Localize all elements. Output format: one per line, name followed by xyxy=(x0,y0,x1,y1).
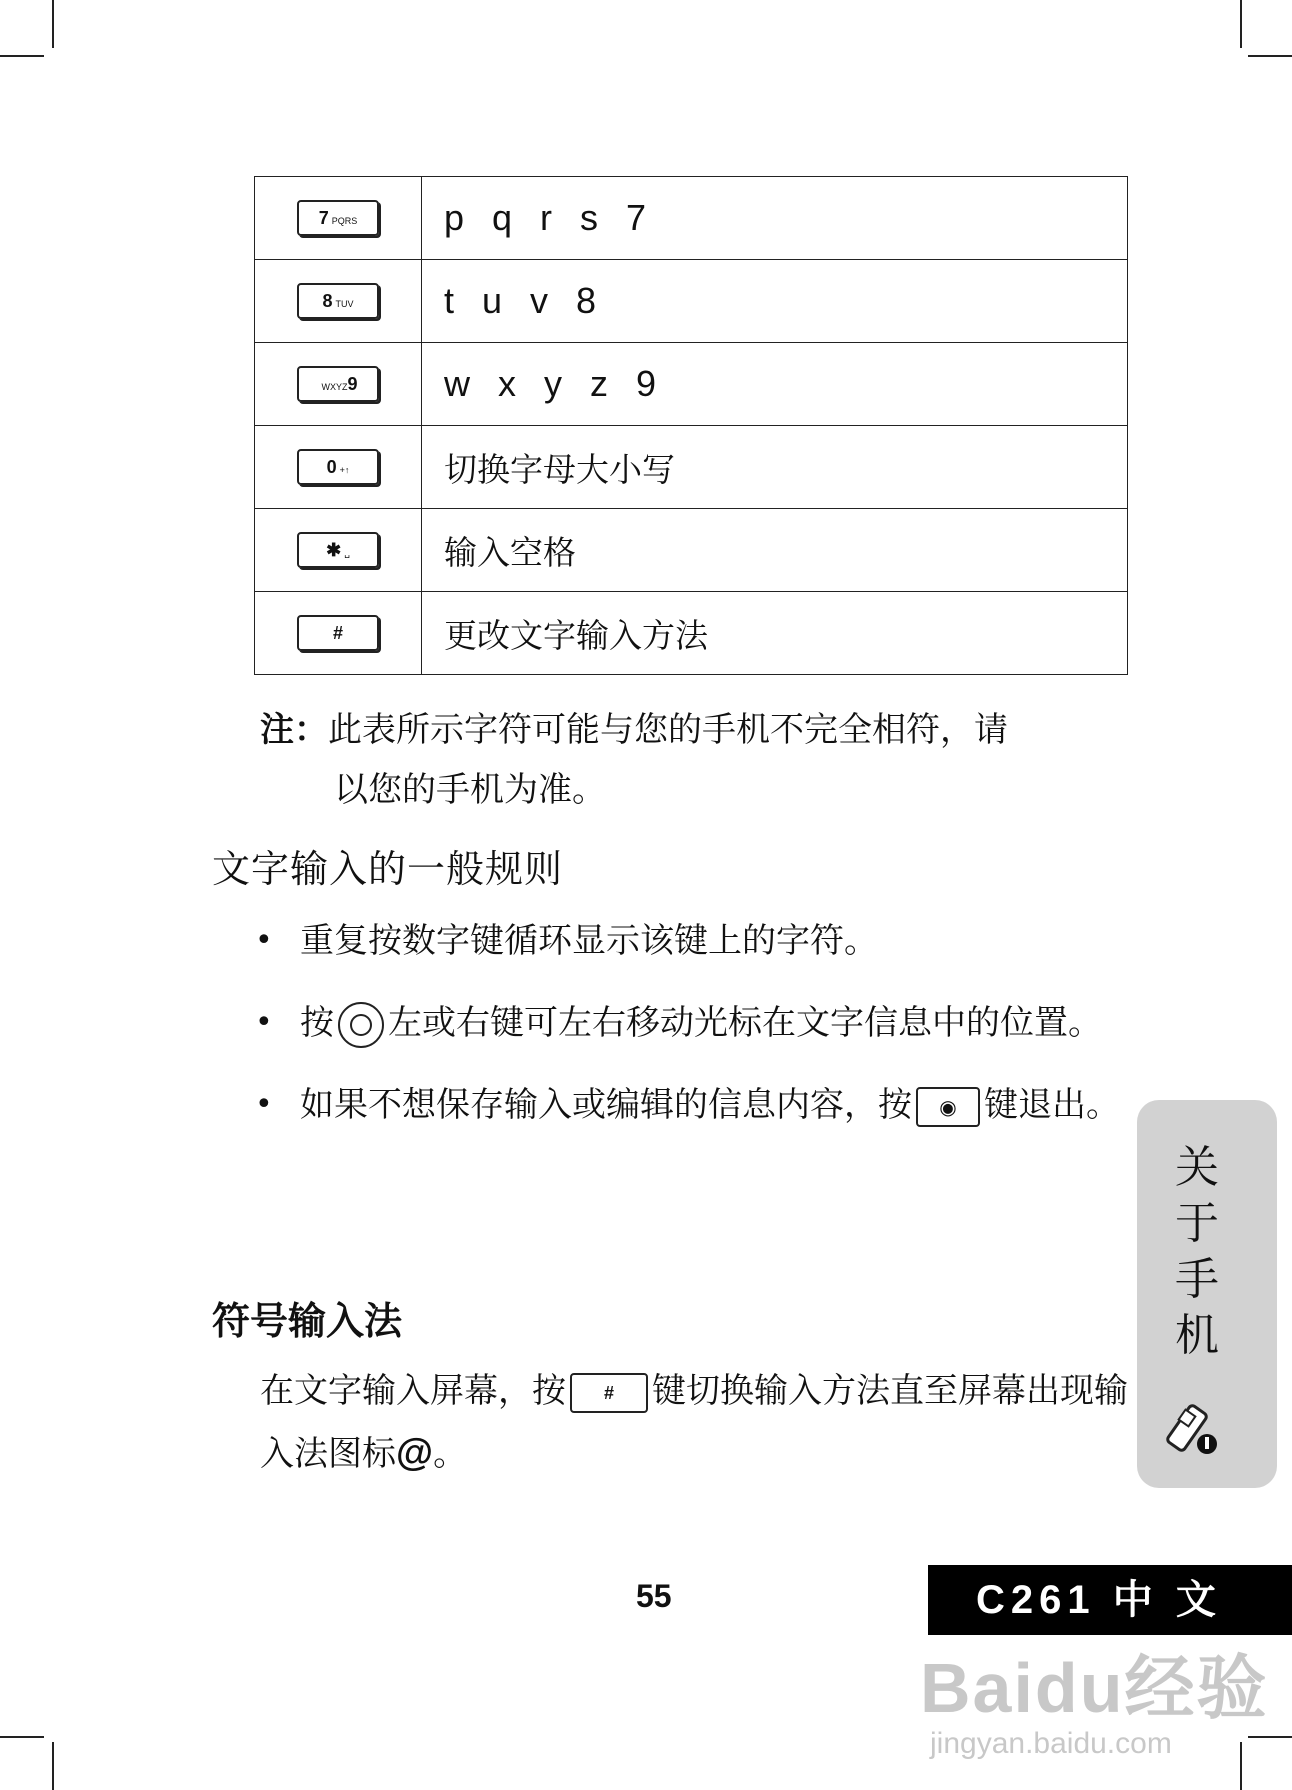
crop-mark xyxy=(52,1742,54,1790)
note-text-line1: 此表所示字符可能与您的手机不完全相符，请 xyxy=(328,710,1008,750)
key-9-icon xyxy=(297,366,379,402)
note xyxy=(260,700,1120,820)
key-label: # xyxy=(332,623,343,643)
list-item xyxy=(255,910,1135,972)
rules-list xyxy=(255,910,1135,1156)
table-row xyxy=(255,177,1128,260)
key-description: t u v 8 xyxy=(422,260,1128,343)
section-heading-symbol: 符号输入法 xyxy=(212,1298,403,1343)
at-sign-icon: @ xyxy=(396,1432,434,1474)
key-description: 更改文字输入方法 xyxy=(422,592,1128,675)
table-row xyxy=(255,509,1128,592)
key-description: 切换字母大小写 xyxy=(422,426,1128,509)
key-label: ✱ xyxy=(326,540,342,560)
list-item xyxy=(255,992,1135,1054)
key-sublabel: +↑ xyxy=(339,465,350,475)
page-number: 55 xyxy=(636,1578,672,1614)
key-hash-icon xyxy=(297,615,379,651)
key-7-icon xyxy=(297,200,379,236)
crop-mark xyxy=(1248,55,1292,57)
bullet-text: 如果不想保存输入或编辑的信息内容，按 xyxy=(300,1085,912,1125)
paragraph-text: 。 xyxy=(433,1434,468,1474)
key-description: p q r s 7 xyxy=(422,177,1128,260)
key-sublabel: ␣ xyxy=(344,548,350,558)
bullet-text: 键退出。 xyxy=(984,1085,1120,1125)
crop-mark xyxy=(0,55,44,57)
note-label: 注： xyxy=(260,710,328,750)
nav-key-icon xyxy=(338,1002,384,1048)
table-row xyxy=(255,343,1128,426)
table-row xyxy=(255,426,1128,509)
phone-icon xyxy=(1165,1400,1227,1462)
section-heading-rules: 文字输入的一般规则 xyxy=(212,847,564,891)
key-label: 7 xyxy=(318,208,329,228)
key-star-icon xyxy=(297,532,379,568)
bullet-text: 按 xyxy=(300,1003,334,1043)
key-label: 8 xyxy=(322,291,333,311)
watermark xyxy=(920,1632,1268,1761)
end-key-icon: ◉ xyxy=(916,1087,980,1127)
crop-mark xyxy=(52,0,54,48)
watermark-logo: Baidu经验 xyxy=(920,1649,1269,1727)
crop-mark xyxy=(1240,0,1242,48)
key-label: 0 xyxy=(326,457,337,477)
key-description: 输入空格 xyxy=(422,509,1128,592)
table-row xyxy=(255,592,1128,675)
watermark-url: jingyan.baidu.com xyxy=(930,1727,1172,1760)
key-8-icon xyxy=(297,283,379,319)
bullet-text: 重复按数字键循环显示该键上的字符。 xyxy=(300,921,878,961)
key-sublabel: WXYZ xyxy=(321,382,348,392)
key-0-icon xyxy=(297,449,379,485)
key-table xyxy=(254,176,1128,675)
paragraph-text: 键切换输入方法直至屏幕出现输入法图标 xyxy=(260,1371,1128,1474)
key-description: w x y z 9 xyxy=(422,343,1128,426)
paragraph-text: 在文字输入屏幕，按 xyxy=(260,1371,566,1411)
model-label: C261 中 文 xyxy=(928,1565,1292,1635)
symbol-paragraph xyxy=(260,1360,1130,1485)
hash-key-icon: # xyxy=(570,1373,648,1413)
note-text-line2: 以您的手机为准。 xyxy=(334,770,606,810)
key-sublabel: PQRS xyxy=(331,216,358,226)
crop-mark xyxy=(0,1736,44,1738)
table-row xyxy=(255,260,1128,343)
key-label: 9 xyxy=(347,374,358,394)
side-tab xyxy=(1137,1100,1277,1488)
list-item xyxy=(255,1074,1135,1136)
side-tab-label: 关于手机 xyxy=(1175,1142,1219,1361)
key-sublabel: TUV xyxy=(335,299,354,309)
bullet-text: 左或右键可左右移动光标在文字信息中的位置。 xyxy=(388,1003,1102,1043)
